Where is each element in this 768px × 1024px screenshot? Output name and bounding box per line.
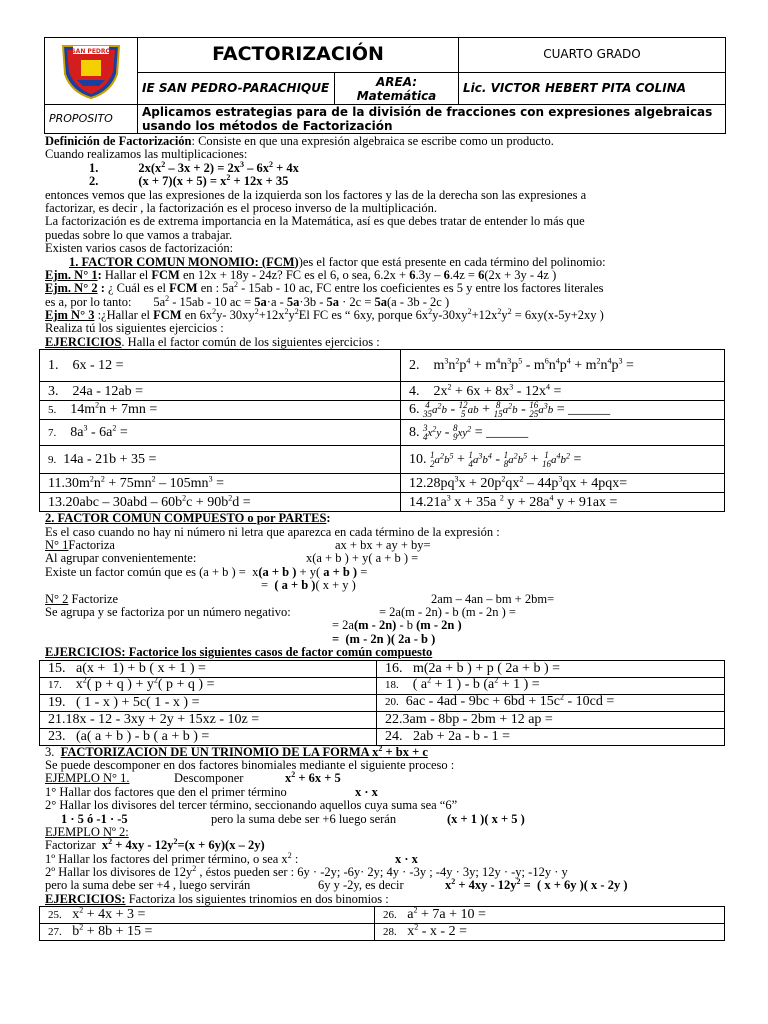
exercise-cell: 25. $x^2 + 4x + 3$ = bbox=[40, 907, 375, 924]
exercises-2-heading: EJERCICIOS: Factorice los siguientes casos de factor común compuesto bbox=[45, 645, 433, 660]
example-2: 2. $(x + 7)(x + 5) = x^2 + 12x + 35$ bbox=[89, 173, 289, 189]
exercise-cell: $13.20abc - 30abd - 60b^2c + 90b^2d$ = bbox=[40, 493, 401, 512]
section2-heading: 2. FACTOR COMUN COMPUESTO o por PARTES: bbox=[45, 511, 331, 526]
section2-n2: N° 2 Factorize 2am – 4an – bm + 2bm= bbox=[45, 591, 555, 606]
ejm-1: Ejm. N° 1: Hallar el FCM en 12x + 18y - 24z? FC es el 6, o sea, 6.2x + 6.3y – 6.4z = 6(2x + 3y - 4z ) bbox=[45, 267, 557, 282]
exercise-cell: 8. 3 4 $x^2y$ - 8 9 $xy^2$ = ______ bbox=[401, 420, 725, 446]
section2-neg-2: = 2a(m - 2n) - b (m - 2n ) bbox=[332, 618, 462, 633]
section3-ej2: EJEMPLO Nº 2: bbox=[45, 824, 129, 839]
exercise-cell: 10. 1 2 $a^2b^5$ + 1 4 $a^3b^4$ - 1 8 $a^2b^5$ + 1 16 $a^4b^2$ = bbox=[401, 446, 725, 474]
exercise-cell: 5. $14m^2n + 7mn$ = bbox=[40, 401, 401, 420]
section2-common-res: = ( a + b )( x + y ) bbox=[261, 578, 356, 593]
purpose-label: PROPOSITO bbox=[45, 105, 138, 134]
section2-n1: N° 1Factoriza ax + bx + ay + by= bbox=[45, 538, 431, 553]
exercises-1-heading: EJERCICIOS. Halla el factor común de los siguientes ejercicios : bbox=[45, 334, 380, 349]
exercise-cell: 15. a(x + 1) + b ( x + 1 ) = bbox=[40, 660, 377, 677]
exercise-cell: 6. 4 35 $a^2b$ - 12 5 ab + 8 15 $a^2b$ - 16 25 $a^3b$ = ______ bbox=[401, 401, 725, 420]
exercise-cell: 28. $x^2$ - x - 2 = bbox=[375, 924, 725, 941]
section2-neg-3: = (m - 2n )( 2a - b ) bbox=[332, 631, 436, 646]
mult-line: Cuando realizamos las multiplicaciones: bbox=[45, 147, 248, 162]
section2-group: Al agrupar convenientemente: x(a + b ) + y( a + b ) = bbox=[45, 551, 419, 566]
intro-p2: factorizar, es decir , la factorización es el proceso inverso de la multiplicación. bbox=[45, 200, 438, 215]
exercises-table-1 bbox=[39, 349, 725, 512]
logo-text: SAN PEDRO bbox=[71, 47, 111, 55]
school-name: IE SAN PEDRO-PARACHIQUE bbox=[138, 73, 335, 105]
school-logo bbox=[45, 38, 138, 105]
section3-s2: 2º Hallar los divisores de $12y^2$ , éstos pueden ser : 6y · -2y; -6y· 2y; 4y · -3y ; -4y · 3y; 12y · -y; -12y · y bbox=[45, 863, 568, 880]
grade-label: CUARTO GRADO bbox=[459, 38, 726, 73]
exercise-cell: 22.3am - 8bp - 2bm + 12 ap = bbox=[377, 711, 725, 728]
section3-heading: 3. FACTORIZACION DE UN TRINOMIO DE LA FORMA $x^2$ + bx + c bbox=[45, 743, 428, 759]
section3-s1: 1º Hallar los factores del primer término, o sea $x^2$ : x · x bbox=[45, 850, 418, 866]
exercise-cell: 27. $b^2 + 8b + 15$ = bbox=[40, 924, 375, 941]
exercise-cell: 3. 24a - 12ab = bbox=[40, 382, 401, 401]
intro-p1: entonces vemos que las expresiones de la izquierda son los factores y las de la derecha son las expresiones a bbox=[45, 187, 587, 202]
exercise-cell: 7. $8a^3 - 6a^2$ = bbox=[40, 420, 401, 446]
exercise-cell: $12.28pq^3x + 20p^2qx^2 - 44p^3qx + 4pqx=$ bbox=[401, 474, 725, 493]
exercise-cell: 18. ( $a^2 + 1$ ) - b ($a^2 + 1$ ) = bbox=[377, 677, 725, 694]
practice-line: Realiza tú los siguientes ejercicios : bbox=[45, 321, 224, 336]
section2-neg: Se agrupa y se factoriza por un número negativo: = 2a(m - 2n) - b (m - 2n ) = bbox=[45, 604, 516, 619]
section3-step2: 2° Hallar los divisores del tercer término, seccionando aquellos cuya suma sea “6” bbox=[45, 798, 458, 813]
ejm-2-cont: es a, por lo tanto: $5a^2 - 15ab - 10$ ac = 5a·a - 5a·3b - 5a · 2c = 5a(a - 3b - 2c ) bbox=[45, 293, 450, 309]
section3-ej1: EJEMPLO N° 1. Descomponer $x^2 + 6x + 5$ bbox=[45, 770, 341, 786]
definition-text: : Consiste en que una expresión algebraica se escribe como un producto. bbox=[191, 134, 554, 148]
intro-p3: La factorización es de extrema importancia en la Matemática, así es que debes tratar de entender lo más que bbox=[45, 214, 585, 229]
exercise-cell: $14.21a^3$ x + 35a $^2$ $y + 28a^4$ y + 91ax = bbox=[401, 493, 725, 512]
header-table bbox=[44, 37, 726, 134]
exercises-table-3 bbox=[39, 906, 725, 941]
intro-p4: puedas sobre lo que vamos a trabajar. bbox=[45, 227, 233, 242]
exercise-cell: $11.30m^2n^2 + 75mn^2 - 105mn^3$ = bbox=[40, 474, 401, 493]
purpose-text: Aplicamos estrategias para de la división de fracciones con expresiones algebraicas usando los métodos de Factorización bbox=[138, 105, 726, 134]
exercise-cell: 19. ( 1 - x ) + 5c( 1 - x ) = bbox=[40, 694, 377, 711]
section3-ej2-expr: Factorizar $x^2 + 4xy - 12y^2=(x + 6y)(x - 2y)$ bbox=[45, 837, 265, 853]
exercise-cell: 26. $a^2 + 7a + 10$ = bbox=[375, 907, 725, 924]
exercise-cell: 9. 14a - 21b + 35 = bbox=[40, 446, 401, 474]
section2-line1: Es el caso cuando no hay ni número ni letra que aparezca en cada término de la expresión : bbox=[45, 524, 500, 539]
section3-line1: Se puede descomponer en dos factores binomiales mediante el siguiente proceso : bbox=[45, 757, 455, 772]
shield-logo-icon bbox=[59, 40, 123, 100]
exercise-cell: 23. (a( a + b ) - b ( a + b ) = bbox=[40, 728, 377, 745]
exercise-cell: 4. $2x^2 + 6x + 8x^3 - 12x^4$ = bbox=[401, 382, 725, 401]
content bbox=[45, 135, 725, 941]
exercise-cell: 1. 6x - 12 = bbox=[40, 350, 401, 382]
exercise-cell: 20. $6ac - 4ad - 9bc + 6bd + 15c^2 - 10cd$ = bbox=[377, 694, 725, 711]
exercises-table-2 bbox=[39, 660, 725, 746]
exercise-cell: 24. 2ab + 2a - b - 1 = bbox=[377, 728, 725, 745]
page-title: FACTORIZACIÓN bbox=[138, 38, 459, 73]
teacher-name: Lic. VICTOR HEBERT PITA COLINA bbox=[459, 73, 726, 105]
exercise-cell: 2. $m^3n^2p^4 + m^4n^3p^5 - m^6n^4p^4 + m^2n^4p^3$ = bbox=[401, 350, 725, 382]
exercises-3-heading: EJERCICIOS: Factoriza los siguientes trinomios en dos binomios : bbox=[45, 891, 389, 906]
ejm-2: Ejm. N° 2 : ¿ Cuál es el FCM en : $5a^2 - 15ab - 10$ ac, FC entre los coeficientes es 5 y entre los factores literales bbox=[45, 280, 604, 296]
ejm-3: Ejm N° 3 :¿Hallar el FCM en $6x^2y-$ $30xy^2+12x^2y^2El$ FC es “ 6xy, porque $6x^2y-30xy^2+12x^2y^2 = 6xy(x-5y+2xy$ ) bbox=[45, 306, 604, 323]
example-1: 1. $2x(x^2 - 3x + 2) = 2x^3 - 6x^2 + 4x$ bbox=[89, 159, 299, 175]
section1-heading: 1. FACTOR COMUN MONOMIO: (FCM))es el factor que está presente en cada término del polinomio: bbox=[69, 254, 606, 269]
intro-p5: Existen varios casos de factorización: bbox=[45, 241, 234, 256]
section3-div: 1 · 5 ó -1 · -5 pero la suma debe ser +6 luego serán (x + 1 )( x + 5 ) bbox=[61, 811, 525, 826]
area-value: Matemática bbox=[356, 88, 437, 103]
area-cell bbox=[335, 73, 459, 105]
exercise-cell: 17. $x^2$( p + q ) + $y^2$( p + q ) = bbox=[40, 677, 377, 694]
section3-step1: 1° Hallar dos factores que den el primer término x · x bbox=[45, 784, 378, 799]
definition-label: Definición de Factorización bbox=[45, 134, 192, 148]
area-label: AREA: bbox=[375, 74, 418, 89]
exercise-cell: 16. m(2a + b ) + p ( 2a + b ) = bbox=[377, 660, 725, 677]
section2-common: Existe un factor común que es (a + b ) = x(a + b ) + y( a + b ) = bbox=[45, 564, 368, 579]
exercise-cell: 21.18x - 12 - 3xy + 2y + 15xz - 10z = bbox=[40, 711, 377, 728]
section3-s3: pero la suma debe ser +4 , luego servirán 6y y -2y, es decir $x^2 + 4xy - 12y^2$ = ( x + 6y )( x - 2y ) bbox=[45, 877, 628, 893]
